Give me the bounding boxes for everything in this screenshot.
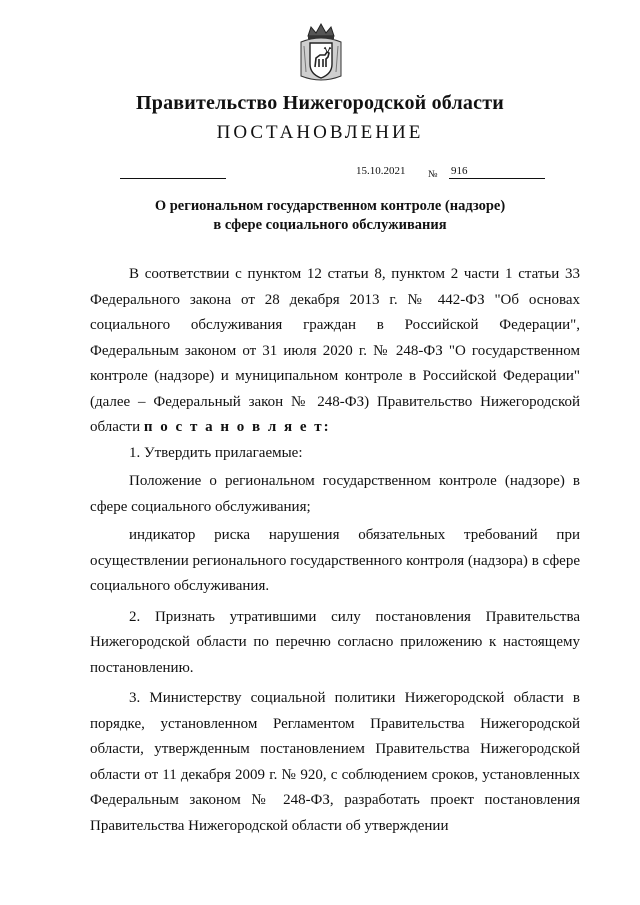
government-title: Правительство Нижегородской области <box>136 92 504 114</box>
number-label: № <box>428 169 438 180</box>
item-1a: Положение о региональном государственном контроле (надзоре) в сфере социального обслуживания; <box>90 473 580 515</box>
item-1b: индикатор риска нарушения обязательных требований при осуществлении регионального государственного контроля (надзора) в сфере социального обслуживания. <box>90 527 580 594</box>
decree-word: п о с т а н о в л я е т: <box>143 419 331 435</box>
document-meta <box>0 165 640 181</box>
coat-of-arms-icon <box>298 22 344 84</box>
item-1: 1. Утвердить прилагаемые: <box>129 444 303 461</box>
preamble-text: В соответствии с пунктом 12 статьи 8, пунктом 2 части 1 статьи 33 Федерального закона от 28 декабря 2013 г. № 442-ФЗ "Об основах социального обслуживания граждан в Российской Федерации", Федеральным законом от 31 июля 2020 г. № 248-ФЗ "О государственном контроле (надзоре) и муниципальном контроле в Российской Федерации" (далее – Федеральный закон № 248-ФЗ) Правительство Нижегородской области <box>90 266 580 435</box>
item-2: 2. Признать утратившими силу постановления Правительства Нижегородской области по перечню согласно приложению к настоящему постановлению. <box>90 608 580 676</box>
document-date: 15.10.2021 <box>356 165 406 177</box>
subject-line-1: О региональном государственном контроле (надзоре) <box>154 198 506 214</box>
preamble-paragraph <box>90 262 580 441</box>
document-type: ПОСТАНОВЛЕНИЕ <box>216 122 424 143</box>
document-subject <box>80 197 580 235</box>
blank-field-line <box>120 178 226 179</box>
document-number: 916 <box>449 165 545 179</box>
subject-line-2: в сфере социального обслуживания <box>213 217 447 233</box>
item-3: 3. Министерству социальной политики Нижегородской области в порядке, установленном Регламентом Правительства Нижегородской области, утвержденным постановлением Правительства Нижегородской области от 11 декабря 2009 г. № 920, с соблюдением сроков, установленных Федеральным законом № 248-ФЗ, разработать проект постановления Правительства Нижегородской области об утверждении <box>90 690 580 834</box>
document-body <box>90 262 580 839</box>
